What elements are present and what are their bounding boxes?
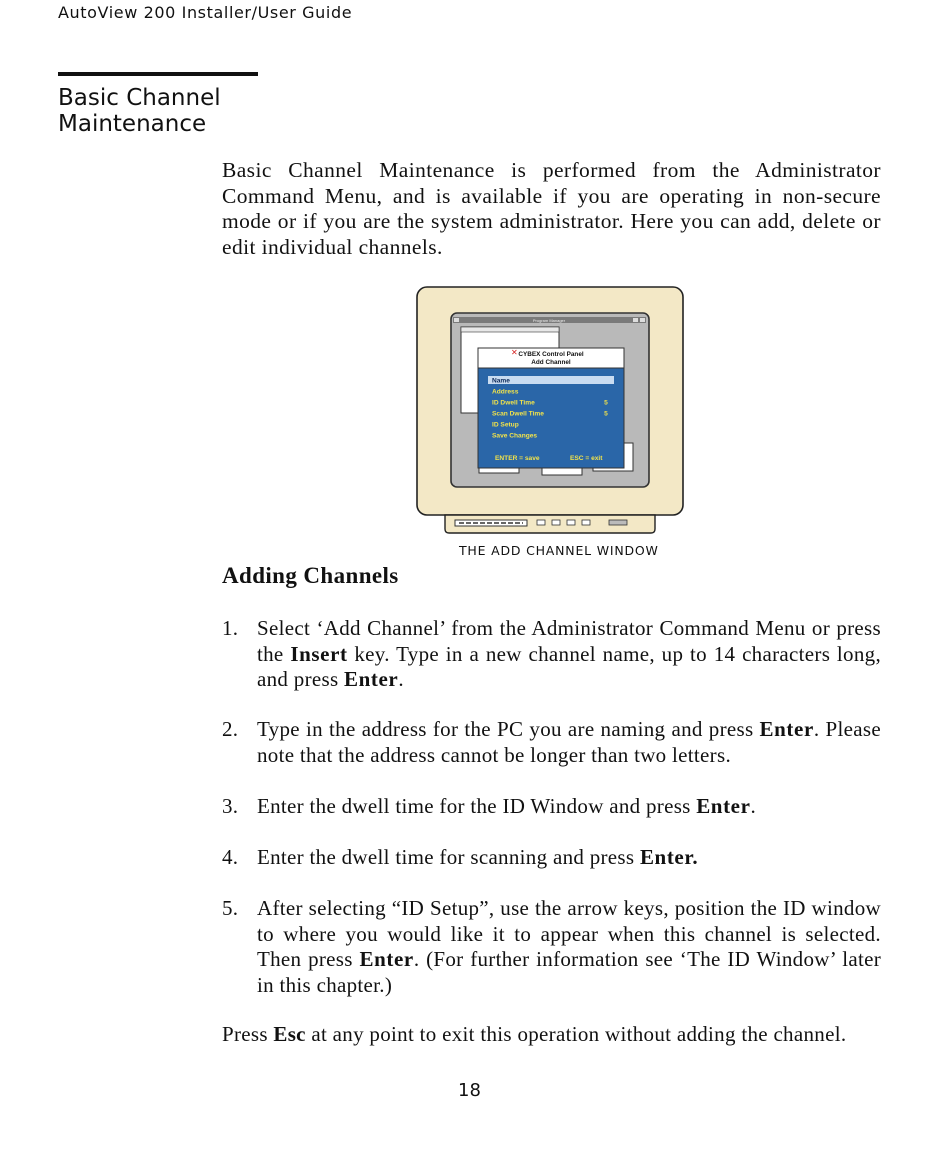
minimize-icon (633, 318, 638, 322)
step-text: Select ‘Add Channel’ from the Administrator Command Menu or press the Insert key. Type in a new channel name, up to 14 characters long, and press Enter. (257, 616, 882, 691)
control-panel-title: CYBEX Control Panel (518, 351, 584, 358)
step-number: 2. (222, 717, 239, 741)
section-title (58, 85, 278, 137)
step-text: Type in the address for the PC you are naming and press Enter. Please note that the address cannot be longer than two letters. (257, 717, 881, 767)
page-number: 18 (458, 1080, 481, 1101)
menu-item-id-setup: ID Setup (492, 421, 519, 429)
section-title-line-2: Maintenance (58, 111, 207, 137)
section-rule (58, 72, 258, 76)
step-4 (222, 845, 881, 871)
menu-item-id-dwell-time: ID Dwell Time (492, 399, 535, 407)
footer-exit-hint: ESC = exit (570, 455, 603, 462)
system-menu-icon (454, 318, 459, 322)
monitor-button-4 (582, 520, 590, 525)
step-3 (222, 794, 881, 820)
menu-item-address: Address (492, 388, 519, 396)
monitor-button-2 (552, 520, 560, 525)
step-number: 5. (222, 896, 239, 920)
key-enter: Enter (759, 717, 814, 741)
key-insert: Insert (290, 641, 348, 666)
step-text: After selecting “ID Setup”, use the arrow keys, position the ID window to where you would like it to appear when this channel is selected. Then press Enter. (For further information see ‘The ID Window’ later in this chapter.) (257, 896, 882, 997)
footer-save-hint: ENTER = save (495, 455, 540, 462)
step-text: Enter the dwell time for the ID Window and press Enter. (257, 794, 757, 818)
step-5 (222, 896, 881, 998)
cybex-x-icon: ✕ (511, 348, 518, 357)
step-text: Enter the dwell time for scanning and press Enter. (257, 845, 699, 869)
monitor-button-3 (567, 520, 575, 525)
program-manager-title: Program Manager (532, 318, 566, 323)
maximize-icon (640, 318, 645, 322)
scan-dwell-value: 5 (604, 410, 608, 418)
menu-item-save-changes: Save Changes (492, 432, 538, 440)
id-dwell-value: 5 (604, 399, 608, 407)
section-title-line-1: Basic Channel (58, 85, 221, 111)
key-enter: Enter. (639, 845, 699, 869)
key-enter: Enter (343, 667, 399, 691)
power-button (609, 520, 627, 525)
step-2 (222, 717, 881, 768)
step-1 (222, 616, 881, 693)
monitor-button-1 (537, 520, 545, 525)
key-esc: Esc (273, 1022, 306, 1046)
key-enter: Enter (359, 947, 414, 971)
adding-channels-heading: Adding Channels (222, 563, 399, 588)
intro-paragraph: Basic Channel Maintenance is performed from the Administrator Command Menu, and is available if you are operating in non-secure mode or if you are the system administrator. Here you can add, delete or edit individual channels. (222, 158, 881, 259)
step-number: 3. (222, 794, 239, 818)
step-number: 1. (222, 616, 239, 640)
add-channel-figure (415, 285, 685, 535)
monitor-illustration (415, 285, 685, 535)
menu-item-name: Name (492, 377, 510, 385)
add-channel-subtitle: Add Channel (531, 359, 571, 366)
figure-caption: THE ADD CHANNEL WINDOW (459, 543, 659, 558)
key-enter: Enter (696, 794, 751, 818)
background-window-1-titlebar (461, 327, 559, 332)
running-header: AutoView 200 Installer/User Guide (58, 3, 353, 22)
menu-item-scan-dwell-time: Scan Dwell Time (492, 410, 544, 418)
closing-paragraph: Press Esc at any point to exit this operation without adding the channel. (222, 1022, 847, 1046)
step-number: 4. (222, 845, 239, 869)
